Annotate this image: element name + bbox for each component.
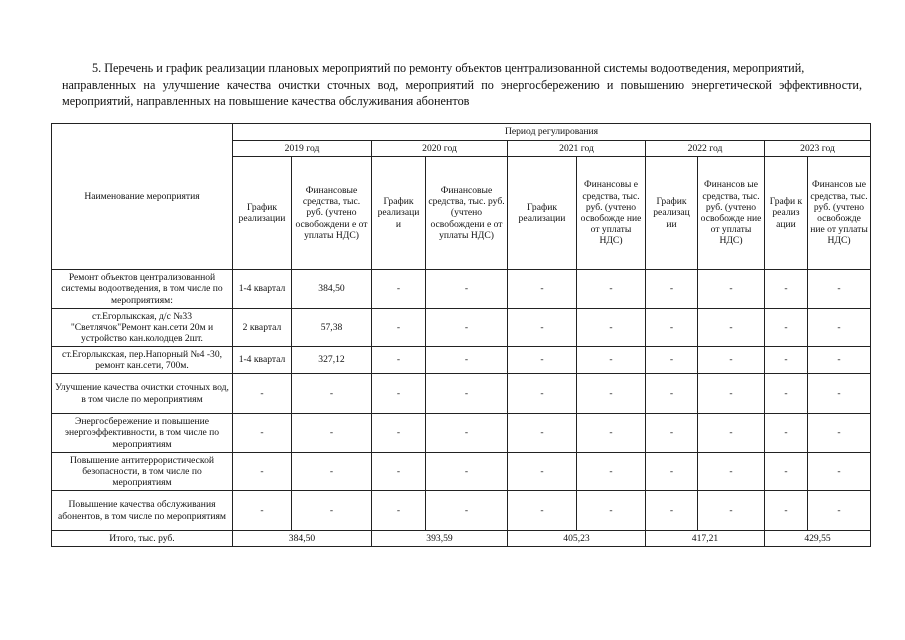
- cell: -: [577, 309, 646, 347]
- cell: -: [765, 414, 808, 453]
- cell: -: [372, 374, 426, 414]
- cell: -: [508, 347, 577, 374]
- cell: -: [698, 374, 765, 414]
- schedule-header: Графи к реализ ации: [765, 157, 808, 270]
- schedule-header: График реализации: [508, 157, 577, 270]
- cell: -: [698, 453, 765, 491]
- table-row: [52, 347, 871, 374]
- cell: 57,38: [292, 309, 372, 347]
- heading-line-rest: направленных на улучшение качества очистки сточных вод, мероприятий по энергосбережению и повышению энергетической эффективности, мероприятий, направленных на повышение качества обслуживания абонентов: [62, 77, 862, 108]
- period-header: Период регулирования: [233, 124, 871, 141]
- cell: -: [698, 270, 765, 309]
- total-2021: 405,23: [508, 531, 646, 547]
- cell: -: [508, 491, 577, 531]
- cell: -: [808, 309, 871, 347]
- cell: -: [372, 309, 426, 347]
- row-name: ст.Егорлыкская, пер.Напорный №4 -30, ремонт кан.сети, 700м.: [52, 347, 233, 374]
- cell: -: [646, 374, 698, 414]
- total-row: [52, 531, 871, 547]
- cell: -: [577, 414, 646, 453]
- section-heading: [62, 60, 862, 110]
- cell: -: [577, 347, 646, 374]
- cell: -: [426, 374, 508, 414]
- cell: -: [646, 414, 698, 453]
- row-name: ст.Егорлыкская, д/с №33 "Светлячок"Ремонт кан.сети 20м и устройство кан.колодцев 2шт.: [52, 309, 233, 347]
- cell: -: [508, 414, 577, 453]
- table-row: [52, 491, 871, 531]
- cell: -: [808, 270, 871, 309]
- cell: -: [292, 414, 372, 453]
- row-name: Повышение качества обслуживания абонентов, в том числе по мероприятиям: [52, 491, 233, 531]
- year-header-2022: 2022 год: [646, 141, 765, 157]
- table-row: [52, 374, 871, 414]
- cell: -: [372, 491, 426, 531]
- cell: -: [426, 414, 508, 453]
- finance-header: Финансовые средства, тыс. руб. (учтено освобождени е от уплаты НДС): [426, 157, 508, 270]
- cell: -: [577, 453, 646, 491]
- table-row: [52, 414, 871, 453]
- cell: 384,50: [292, 270, 372, 309]
- row-name: Улучшение качества очистки сточных вод, в том числе по мероприятиям: [52, 374, 233, 414]
- cell: -: [698, 347, 765, 374]
- table-row: [52, 309, 871, 347]
- cell: -: [698, 491, 765, 531]
- cell: -: [233, 453, 292, 491]
- cell: -: [765, 347, 808, 374]
- cell: -: [292, 453, 372, 491]
- cell: -: [808, 491, 871, 531]
- cell: -: [292, 374, 372, 414]
- cell: -: [808, 414, 871, 453]
- cell: -: [508, 374, 577, 414]
- cell: -: [646, 491, 698, 531]
- cell: -: [765, 270, 808, 309]
- row-name: Ремонт объектов централизованной системы водоотведения, в том числе по мероприятиям:: [52, 270, 233, 309]
- total-2022: 417,21: [646, 531, 765, 547]
- year-header-2023: 2023 год: [765, 141, 871, 157]
- cell: -: [646, 347, 698, 374]
- cell: -: [372, 453, 426, 491]
- finance-header: Финансов ые средства, тыс. руб. (учтено освобожде ние от уплаты НДС): [808, 157, 871, 270]
- cell: 327,12: [292, 347, 372, 374]
- cell: 2 квартал: [233, 309, 292, 347]
- total-2019: 384,50: [233, 531, 372, 547]
- cell: -: [372, 347, 426, 374]
- cell: -: [508, 270, 577, 309]
- cell: -: [765, 491, 808, 531]
- row-name: Энергосбережение и повышение энергоэффективности, в том числе по мероприятиям: [52, 414, 233, 453]
- cell: -: [426, 270, 508, 309]
- cell: -: [646, 270, 698, 309]
- finance-header: Финансовы е средства, тыс. руб. (учтено освобожде ние от уплаты НДС): [577, 157, 646, 270]
- row-name: Повышение антитеррористической безопасности, в том числе по мероприятиям: [52, 453, 233, 491]
- cell: -: [426, 453, 508, 491]
- heading-line-1: 5. Перечень и график реализации плановых мероприятий по ремонту объектов централизованной системы водоотведения, мероприятий,: [92, 61, 805, 75]
- total-2023: 429,55: [765, 531, 871, 547]
- cell: -: [508, 309, 577, 347]
- schedule-header: График реализаци и: [372, 157, 426, 270]
- cell: -: [698, 309, 765, 347]
- cell: -: [577, 491, 646, 531]
- cell: -: [508, 453, 577, 491]
- cell: -: [765, 374, 808, 414]
- schedule-header: График реализации: [233, 157, 292, 270]
- plan-table: [51, 123, 871, 547]
- name-column-header: Наименование мероприятия: [52, 124, 233, 270]
- cell: 1-4 квартал: [233, 347, 292, 374]
- cell: -: [426, 309, 508, 347]
- cell: -: [292, 491, 372, 531]
- cell: -: [426, 347, 508, 374]
- cell: 1-4 квартал: [233, 270, 292, 309]
- cell: -: [426, 491, 508, 531]
- cell: -: [646, 309, 698, 347]
- cell: -: [372, 270, 426, 309]
- cell: -: [233, 374, 292, 414]
- cell: -: [233, 491, 292, 531]
- cell: -: [577, 374, 646, 414]
- cell: -: [698, 414, 765, 453]
- cell: -: [808, 453, 871, 491]
- table-row: [52, 270, 871, 309]
- finance-header: Финансовые средства, тыс. руб. (учтено освобождени е от уплаты НДС): [292, 157, 372, 270]
- cell: -: [233, 414, 292, 453]
- cell: -: [577, 270, 646, 309]
- year-header-2020: 2020 год: [372, 141, 508, 157]
- cell: -: [765, 453, 808, 491]
- cell: -: [808, 374, 871, 414]
- cell: -: [372, 414, 426, 453]
- cell: -: [765, 309, 808, 347]
- total-label: Итого, тыс. руб.: [52, 531, 233, 547]
- cell: -: [646, 453, 698, 491]
- finance-header: Финансов ые средства, тыс. руб. (учтено освобожде ние от уплаты НДС): [698, 157, 765, 270]
- year-header-2019: 2019 год: [233, 141, 372, 157]
- schedule-header: График реализац ии: [646, 157, 698, 270]
- table-row: [52, 453, 871, 491]
- year-header-2021: 2021 год: [508, 141, 646, 157]
- cell: -: [808, 347, 871, 374]
- total-2020: 393,59: [372, 531, 508, 547]
